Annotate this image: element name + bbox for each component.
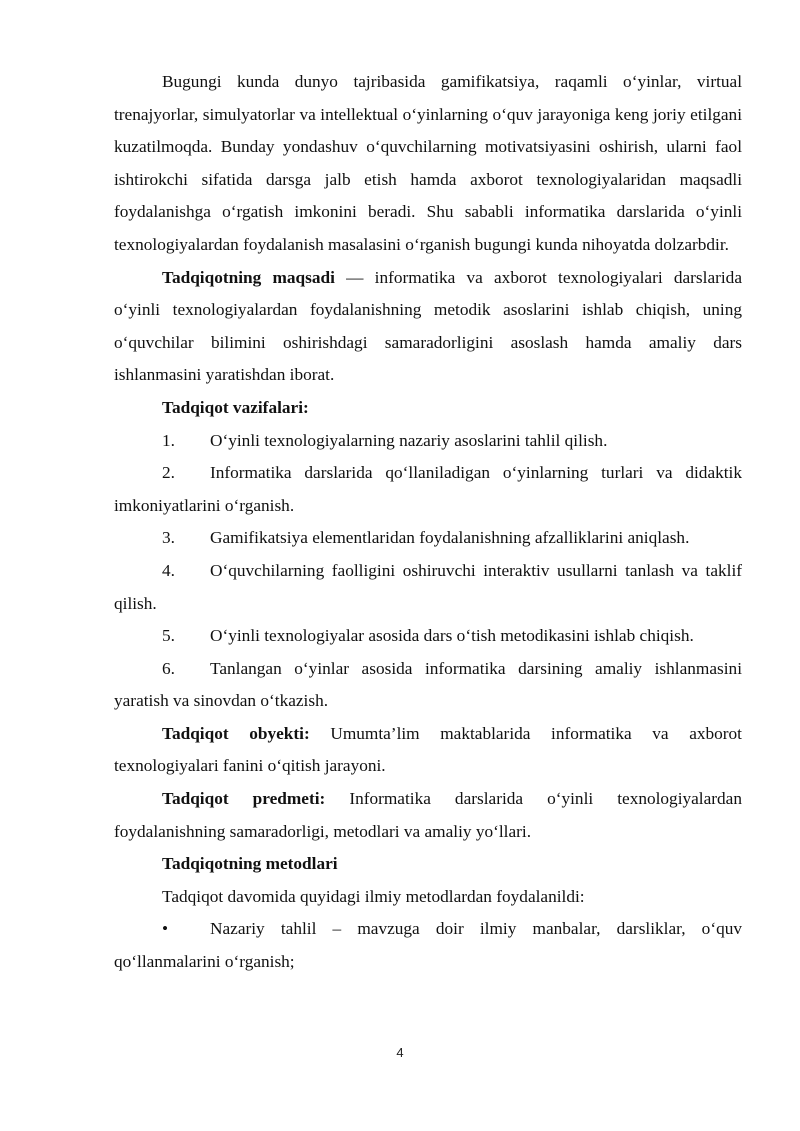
method-text: Nazariy tahlil – mavzuga doir ilmiy manbalar, darsliklar, o‘quv qo‘llanmalarini o‘rganish; — [114, 919, 742, 972]
intro-paragraph: Bugungi kunda dunyo tajribasida gamifikatsiya, raqamli o‘yinlar, virtual trenajyorlar, simulyatorlar va intellektual o‘yinlarning o‘quv jarayoniga keng joriy etilgani kuzatilmoqda. Bunday yondashuv o‘quvchilarning motivatsiyasini oshirish, ularni faol ishtirokchi sifatida darsga jalb etish hamda axborot texnologiyalaridan maqsadli foydalanishga o‘rgatish imkonini beradi. Shu sababli informatika darslarida o‘yinli texnologiyalardan foydalanish masalasini o‘rganish bugungi kunda nihoyatda dolzarbdir. — [114, 72, 742, 254]
task-number: 3. — [162, 528, 175, 548]
methods-label: Tadqiqotning metodlari — [162, 854, 338, 874]
task-number: 1. — [162, 430, 175, 450]
task-item-3 — [114, 522, 742, 555]
task-number: 4. — [162, 560, 175, 580]
tasks-label: Tadqiqot vazifalari: — [162, 397, 309, 417]
task-text: O‘yinli texnologiyalarning nazariy asoslarini tahlil qilish. — [210, 430, 608, 450]
task-text: Tanlangan o‘yinlar asosida informatika darsining amaliy ishlanmasini yaratish va sinovdan o‘tkazish. — [114, 658, 742, 711]
method-item-1 — [114, 913, 742, 978]
goal-label: Tadqiqotning maqsadi — [162, 267, 335, 287]
task-item-1 — [114, 425, 742, 458]
subject-label: Tadqiqot predmeti: — [162, 789, 326, 809]
task-text: Gamifikatsiya elementlaridan foydalanishning afzalliklarini aniqlash. — [210, 528, 690, 548]
goal-paragraph — [114, 262, 742, 392]
bullet-icon: • — [162, 919, 169, 939]
task-number: 6. — [162, 658, 175, 678]
task-text: O‘quvchilarning faolligini oshiruvchi interaktiv usullarni tanlash va taklif qilish. — [114, 560, 742, 613]
task-item-4 — [114, 555, 742, 620]
task-text: Informatika darslarida qo‘llaniladigan o‘yinlarning turlari va didaktik imkoniyatlarini o‘rganish. — [114, 463, 742, 515]
page-number: 4 — [396, 1045, 404, 1060]
subject-paragraph — [114, 783, 742, 848]
task-text: O‘yinli texnologiyalar asosida dars o‘tish metodikasini ishlab chiqish. — [210, 626, 694, 646]
task-number: 2. — [162, 463, 175, 483]
task-item-5 — [114, 620, 742, 653]
object-text: Umumta’lim maktablarida informatika va axborot texnologiyalari fanini o‘qitish jarayoni. — [114, 723, 742, 776]
object-paragraph — [114, 718, 742, 783]
methods-heading — [114, 848, 742, 881]
subject-text: Informatika darslarida o‘yinli texnologiyalardan foydalanishning samaradorligi, metodlari va amaliy yo‘llari. — [114, 789, 742, 841]
document-page — [114, 66, 742, 979]
goal-text: — informatika va axborot texnologiyalari darslarida o‘yinli texnologiyalardan foydalanishning metodik asoslarini ishlab chiqish, uning o‘quvchilar bilimini oshirishdagi samaradorligini asoslash hamda amaliy dars ishlanmasini yaratishdan iborat. — [114, 267, 742, 385]
methods-intro: Tadqiqot davomida quyidagi ilmiy metodlardan foydalanildi: — [162, 886, 585, 906]
tasks-heading — [114, 392, 742, 425]
object-label: Tadqiqot obyekti: — [162, 723, 310, 743]
task-item-6 — [114, 653, 742, 718]
task-item-2 — [114, 457, 742, 522]
task-number: 5. — [162, 626, 175, 646]
